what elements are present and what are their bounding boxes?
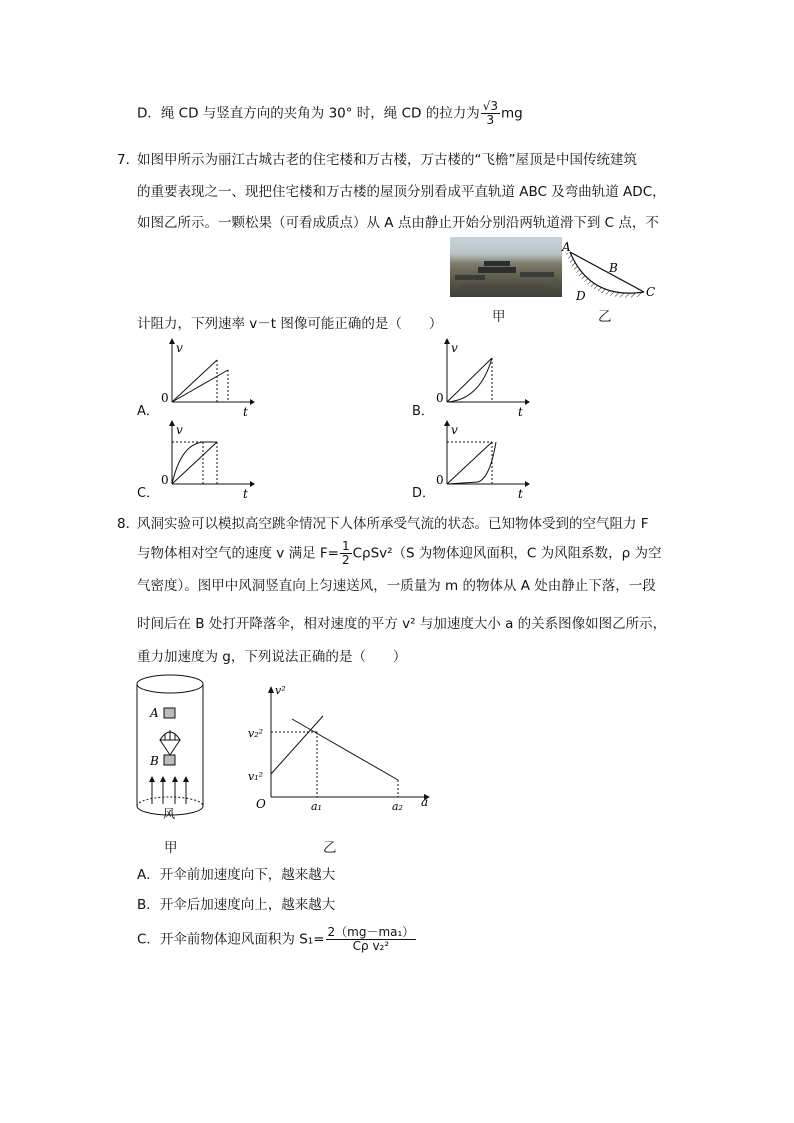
svg-text:v: v: [176, 341, 183, 355]
svg-text:0: 0: [161, 391, 169, 405]
q6-option-d-fraction: $\frac{√3}{3}$: [482, 99, 498, 127]
q7-fig-jia-caption: 甲: [492, 309, 506, 325]
svg-text:0: 0: [436, 473, 444, 487]
q8-line1: 风洞实验可以模拟高空跳伞情况下人体所承受气流的状态。已知物体受到的空气阻力 F: [137, 516, 649, 532]
svg-text:0: 0: [436, 391, 444, 405]
q7-label-a: A: [562, 240, 571, 254]
q7-line3: 如图乙所示。一颗松果（可看成质点）从 A 点由静止开始分别沿两轨道滑下到 C 点，不: [137, 215, 659, 231]
svg-text:a₂: a₂: [392, 800, 403, 813]
q6-option-d-prefix: D．绳 CD 与竖直方向的夹角为 30° 时，绳 CD 的拉力为: [137, 105, 480, 122]
q7-option-c-label[interactable]: C．: [137, 486, 160, 501]
svg-text:风: 风: [163, 807, 176, 821]
svg-text:A: A: [150, 706, 159, 720]
svg-text:t: t: [518, 405, 523, 418]
q8-line4: 时间后在 B 处打开降落伞，相对速度的平方 v² 与加速度大小 a 的关系图像如图乙所示，: [137, 616, 667, 632]
q7-option-c-graph: [155, 420, 255, 500]
q8-line2: 与物体相对空气的速度 v 满足 F= $\frac{1}{2}$ CρSv²（S 为物体迎风面积，C 为风阻系数，ρ 为空: [137, 539, 662, 567]
q8-half-fraction: $\frac{1}{2}$: [341, 539, 350, 567]
q8-number: 8．: [117, 516, 140, 532]
q8-line5: 重力加速度为 g，下列说法正确的是（ ）: [137, 649, 407, 665]
svg-text:B: B: [150, 754, 159, 768]
svg-text:v²: v²: [275, 684, 286, 697]
q8-option-a[interactable]: A．开伞前加速度向下，越来越大: [137, 867, 336, 883]
svg-text:a: a: [421, 795, 429, 809]
svg-text:t: t: [243, 487, 248, 500]
svg-text:a₁: a₁: [311, 800, 322, 813]
q8-wind-tunnel-diagram: [130, 672, 210, 822]
svg-text:v₂²: v₂²: [248, 727, 264, 740]
svg-text:v: v: [451, 423, 458, 437]
q7-line2: 的重要表现之一、现把住宅楼和万古楼的屋顶分别看成平直轨道 ABC 及弯曲轨道 ADC，: [137, 184, 666, 200]
q7-label-d: D: [576, 289, 586, 302]
q7-fig-yi-caption: 乙: [598, 309, 612, 325]
q7-line1: 如图甲所示为丽江古城古老的住宅楼和万古楼，万古楼的“飞檐”屋顶是中国传统建筑: [137, 152, 637, 168]
q8-option-c[interactable]: C．开伞前物体迎风面积为 S₁= $\frac{\text{2（mg－ma₁）}}{\text{Cρ v₂²}}$: [137, 925, 415, 953]
q7-label-c: C: [646, 285, 656, 299]
q8-v2-a-graph: [244, 684, 434, 814]
q7-photo-ancient-town: [450, 237, 562, 297]
svg-text:t: t: [243, 405, 248, 418]
q7-option-d-label[interactable]: D．: [412, 486, 436, 501]
svg-text:t: t: [518, 487, 523, 500]
svg-text:v: v: [176, 423, 183, 437]
q7-label-b: B: [609, 261, 618, 275]
q8-option-b[interactable]: B．开伞后加速度向上，越来越大: [137, 897, 336, 913]
q6-option-d: [137, 100, 523, 127]
q8-option-c-fraction: $\frac{\text{2（mg－ma₁）}}{\text{Cρ v₂²}}$: [327, 925, 415, 953]
q8-fig-jia-caption: 甲: [164, 840, 178, 856]
svg-text:v₁²: v₁²: [248, 770, 264, 783]
q7-line4: 计阻力，下列速率 v－t 图像可能正确的是（ ）: [137, 316, 443, 332]
q7-option-a-graph: [155, 338, 255, 418]
q6-option-d-suffix: mg: [501, 105, 523, 122]
svg-text:0: 0: [161, 473, 169, 487]
q7-track-diagram: [560, 238, 666, 302]
q8-fig-yi-caption: 乙: [323, 840, 337, 856]
svg-text:O: O: [256, 797, 266, 811]
q7-number: 7．: [117, 152, 140, 168]
q7-option-b-label[interactable]: B．: [412, 404, 434, 419]
q7-option-d-graph: [430, 420, 530, 500]
q7-option-b-graph: [430, 338, 530, 418]
svg-text:v: v: [451, 341, 458, 355]
q8-line3: 气密度）。图甲中风洞竖直向上匀速送风，一质量为 m 的物体从 A 处由静止下落，一段: [137, 578, 656, 594]
q7-option-a-label[interactable]: A．: [137, 404, 159, 419]
